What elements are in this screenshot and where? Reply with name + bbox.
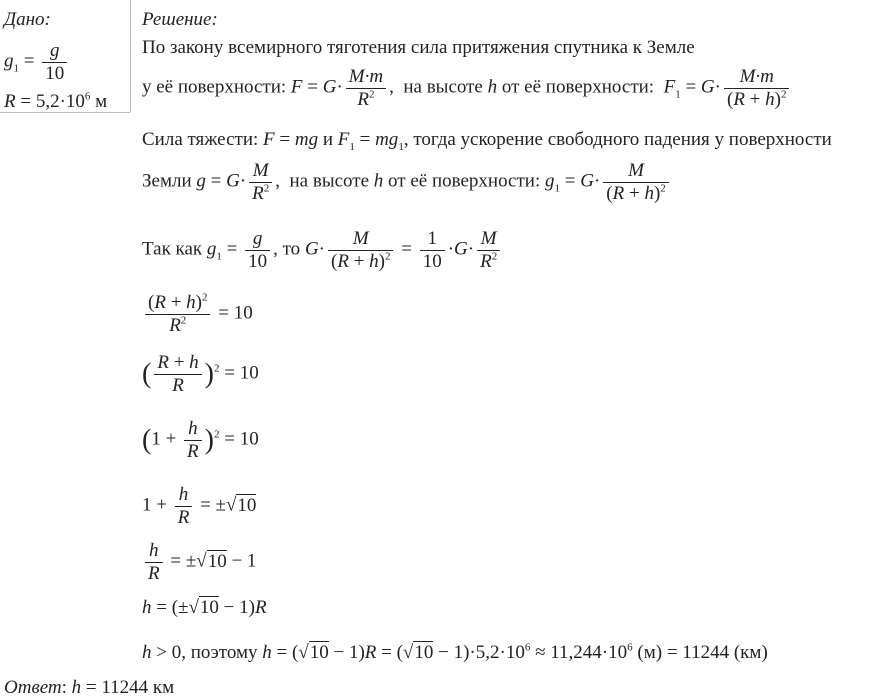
solution-line-5: Так как $g_1$ = $\frac{g}{10}$ , то G· $\frac{M}{(R + h)^2}$ = $\frac{1}{10}$ ·G· $\frac{M}{R^2}$ (142, 228, 503, 273)
equation-3: (1 + $\frac{h}{R}$ )$^2$ = 10 (142, 418, 259, 462)
equation-6: h = (±√10 − 1)R (142, 597, 267, 618)
solution-line-3: Сила тяжести: F = mg и $F_1 = mg_1$, тогда ускорение свободного падения у поверхности (142, 129, 832, 153)
given-g1: $g_1$ = $\frac{g}{10}$ (4, 40, 70, 85)
equation-1: $\frac{(R + h)^2}{R^2}$ = 10 (142, 292, 253, 337)
given-radius: $R = 5,2\cdot 10^6$ м (4, 90, 108, 112)
answer-line: Ответ: h = 11244 км (4, 677, 175, 698)
solution-line-1: По закону всемирного тяготения сила притяжения спутника к Земле (142, 37, 695, 58)
given-heading: Дано: (4, 9, 51, 30)
equation-final: h > 0, поэтому $h = (√10 - 1)R = (√10 - 1)\cdot 5,2\cdot 10^6 \approx 11,244\cdot 10^6$ (м) = 11244 (км) (142, 641, 768, 663)
equation-4: 1 + $\frac{h}{R}$ = ±√10 (142, 484, 257, 528)
equation-5: $\frac{h}{R}$ = ±√10 − 1 (142, 540, 256, 585)
solution-heading: Решение: (142, 9, 218, 30)
given-divider-horizontal (0, 112, 130, 113)
equation-2: ( $\frac{R + h}{R}$ )$^2$ = 10 (142, 352, 259, 396)
given-divider-vertical (130, 0, 131, 112)
solution-line-4: Земли g = G· $\frac{M}{R^2}$ , на высоте h от её поверхности: $g_1 = G\cdot$ $\frac{M}{(R + h)^2}$ (142, 160, 672, 205)
solution-line-2: у её поверхности: F = G· $\frac{M\cdot m}{R^2}$ , на высоте h от её поверхности: $F_1 = G\cdot$ $\frac{M\cdot m}{(R + h)^2}$ (142, 66, 792, 111)
